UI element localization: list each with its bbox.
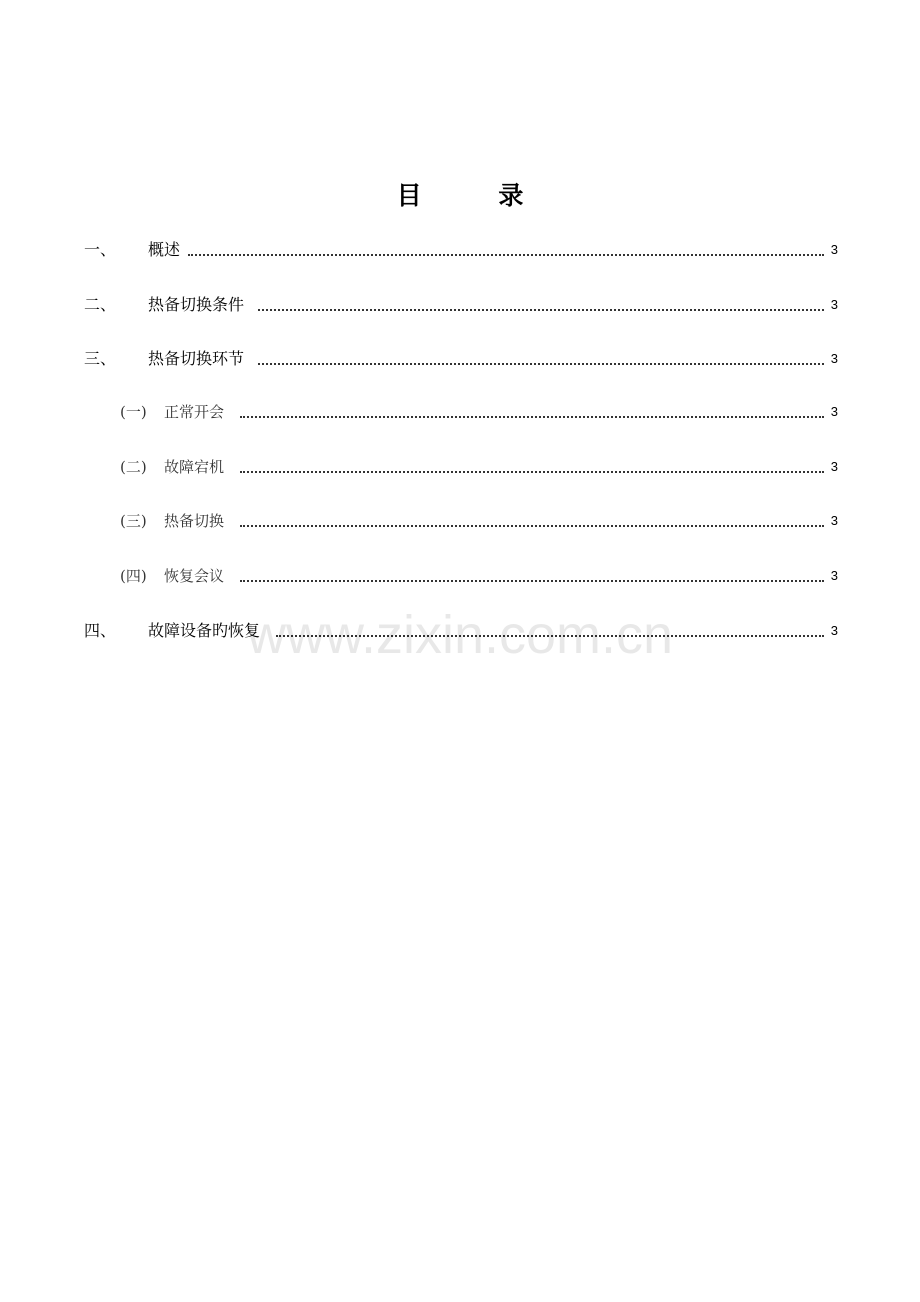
toc-subentry[interactable] <box>0 400 920 424</box>
toc-subentry[interactable] <box>0 509 920 533</box>
toc-entry-text: 概述 <box>148 238 182 262</box>
toc-entry-number: (四) <box>120 567 147 585</box>
toc-entry[interactable] <box>0 293 920 317</box>
toc-leader-dots <box>258 309 824 311</box>
toc-subentry[interactable] <box>0 455 920 479</box>
toc-entry-page: 3 <box>830 568 838 583</box>
toc-entry-number: (一) <box>120 403 147 421</box>
toc-entry-text: 故障宕机 <box>164 455 226 479</box>
toc-leader-dots <box>188 254 824 256</box>
toc-leader-dots <box>240 471 824 473</box>
toc-title: 目 录 <box>396 181 558 210</box>
toc-entry-text: 热备切换条件 <box>148 293 246 317</box>
toc-entry-text: 热备切换环节 <box>148 347 246 371</box>
toc-entry-text: 正常开会 <box>164 400 226 424</box>
toc-entry-number: 二、 <box>84 295 117 314</box>
toc-entry-page: 3 <box>830 351 838 366</box>
toc-entry-page: 3 <box>830 242 838 257</box>
toc-entry-number: 四、 <box>84 621 117 640</box>
toc-entry-page: 3 <box>830 297 838 312</box>
toc-entry-page: 3 <box>830 623 838 638</box>
toc-entry-number: 一、 <box>84 240 117 259</box>
watermark-text: www.zixin.com.cn <box>246 605 674 665</box>
toc-entry-text: 恢复会议 <box>164 564 226 588</box>
toc-leader-dots <box>240 525 824 527</box>
toc-leader-dots <box>276 635 824 637</box>
toc-subentry[interactable] <box>0 564 920 588</box>
toc-entry[interactable] <box>0 347 920 371</box>
toc-entry[interactable] <box>0 619 920 643</box>
toc-entry-number: 三、 <box>84 349 117 368</box>
toc-entry-page: 3 <box>830 513 838 528</box>
toc-leader-dots <box>240 580 824 582</box>
toc-leader-dots <box>258 363 824 365</box>
toc-entry-text: 热备切换 <box>164 509 226 533</box>
toc-entry-page: 3 <box>830 404 838 419</box>
toc-entry-number: (二) <box>120 458 147 476</box>
toc-entry-text: 故障设备旳恢复 <box>148 619 262 643</box>
toc-leader-dots <box>240 416 824 418</box>
toc-entry-number: (三) <box>120 512 147 530</box>
toc-entry-page: 3 <box>830 459 838 474</box>
toc-entry[interactable] <box>0 238 920 262</box>
